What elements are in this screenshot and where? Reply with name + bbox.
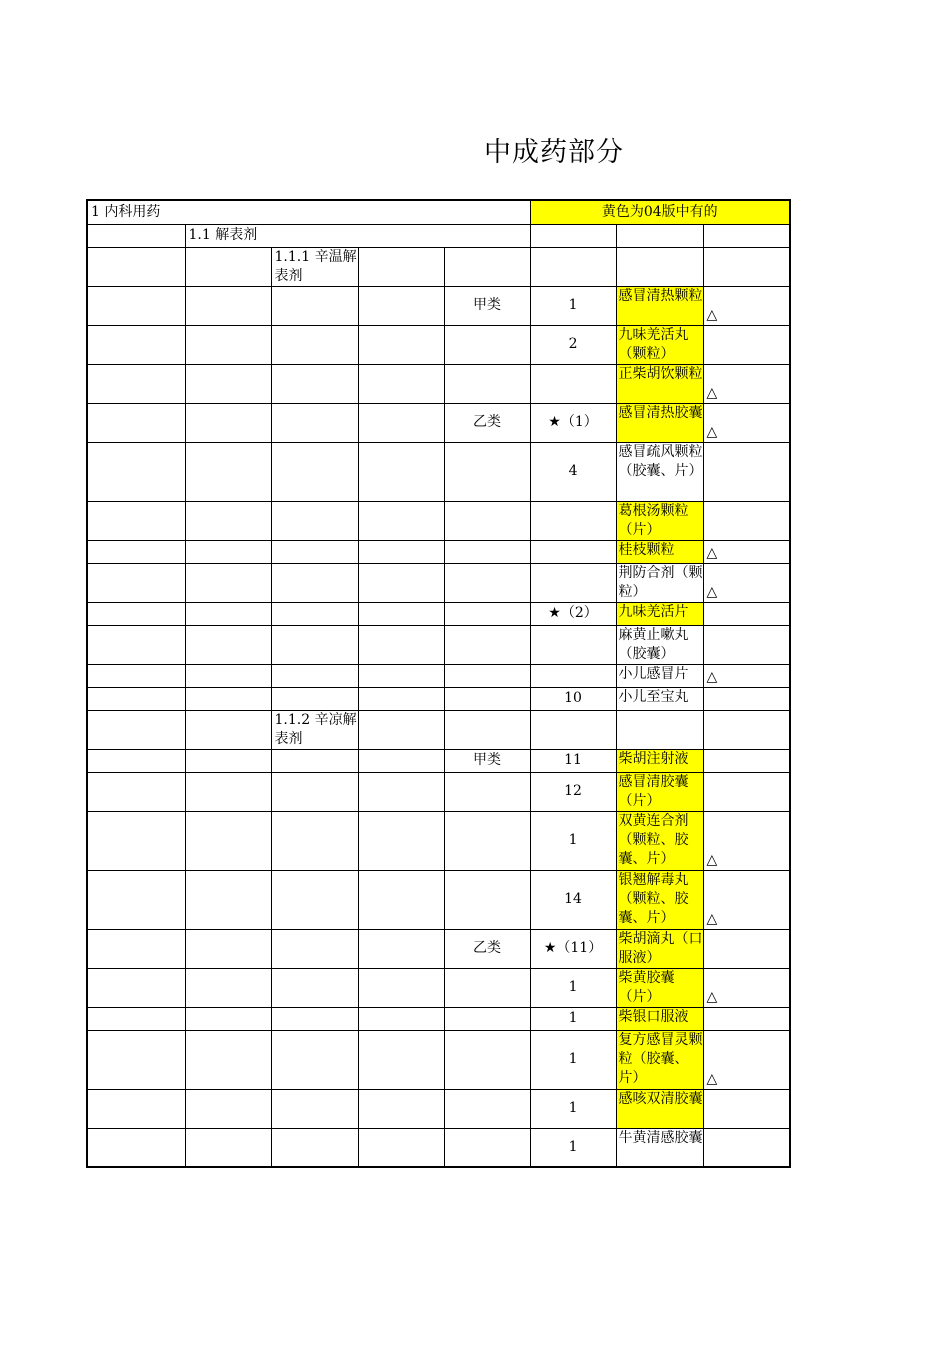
empty-cell bbox=[185, 602, 271, 625]
empty-cell bbox=[358, 1128, 444, 1167]
table-row bbox=[87, 602, 790, 625]
medicine-name: 麻黄止嗽丸（胶囊） bbox=[616, 625, 703, 664]
table-row bbox=[87, 540, 790, 563]
empty-cell bbox=[358, 563, 444, 602]
empty-cell bbox=[703, 749, 790, 772]
empty-cell bbox=[358, 364, 444, 403]
empty-cell bbox=[271, 811, 358, 870]
empty-cell bbox=[358, 664, 444, 687]
empty-cell bbox=[185, 1030, 271, 1089]
triangle-mark: △ bbox=[703, 870, 790, 929]
empty-cell bbox=[87, 403, 185, 442]
table-row bbox=[87, 811, 790, 870]
empty-cell bbox=[185, 442, 271, 501]
empty-cell bbox=[444, 1128, 530, 1167]
empty-cell bbox=[358, 1089, 444, 1128]
item-number: ★（1） bbox=[530, 403, 616, 442]
empty-cell bbox=[87, 325, 185, 364]
empty-cell bbox=[87, 968, 185, 1007]
empty-cell bbox=[703, 442, 790, 501]
empty-cell bbox=[530, 664, 616, 687]
empty-cell bbox=[87, 1030, 185, 1089]
empty-cell bbox=[185, 325, 271, 364]
item-number: 1 bbox=[530, 1007, 616, 1030]
section-label: 1 内科用药 bbox=[87, 200, 530, 224]
medicine-name: 柴黄胶囊（片） bbox=[616, 968, 703, 1007]
triangle-mark: △ bbox=[703, 563, 790, 602]
empty-cell bbox=[87, 540, 185, 563]
medicine-name: 感冒疏风颗粒（胶囊、片） bbox=[616, 442, 703, 501]
table-row bbox=[87, 403, 790, 442]
empty-cell bbox=[530, 625, 616, 664]
empty-cell bbox=[530, 540, 616, 563]
empty-cell bbox=[703, 247, 790, 286]
empty-cell bbox=[530, 247, 616, 286]
item-number: 1 bbox=[530, 1089, 616, 1128]
empty-cell bbox=[444, 811, 530, 870]
medicine-name: 柴胡注射液 bbox=[616, 749, 703, 772]
empty-cell bbox=[87, 929, 185, 968]
item-number: 2 bbox=[530, 325, 616, 364]
empty-cell bbox=[185, 749, 271, 772]
empty-cell bbox=[185, 247, 271, 286]
item-number: 1 bbox=[530, 1030, 616, 1089]
empty-cell bbox=[271, 1007, 358, 1030]
table-row bbox=[87, 1030, 790, 1089]
empty-cell bbox=[87, 710, 185, 749]
empty-cell bbox=[185, 540, 271, 563]
empty-cell bbox=[358, 602, 444, 625]
table-row bbox=[87, 929, 790, 968]
medicine-name: 荆防合剂（颗粒） bbox=[616, 563, 703, 602]
empty-cell bbox=[271, 602, 358, 625]
medicine-name: 柴胡滴丸（口服液） bbox=[616, 929, 703, 968]
subsection-label: 1.1 解表剂 bbox=[185, 224, 530, 247]
header-row-subsection bbox=[87, 224, 790, 247]
table-row bbox=[87, 1007, 790, 1030]
empty-cell bbox=[185, 364, 271, 403]
triangle-mark: △ bbox=[703, 403, 790, 442]
item-number: 1 bbox=[530, 286, 616, 325]
empty-cell bbox=[703, 772, 790, 811]
empty-cell bbox=[185, 772, 271, 811]
empty-cell bbox=[616, 247, 703, 286]
empty-cell bbox=[271, 772, 358, 811]
table-row bbox=[87, 772, 790, 811]
empty-cell bbox=[444, 870, 530, 929]
empty-cell bbox=[87, 870, 185, 929]
empty-cell bbox=[444, 540, 530, 563]
table-row bbox=[87, 710, 790, 749]
empty-cell bbox=[444, 1089, 530, 1128]
item-number: 12 bbox=[530, 772, 616, 811]
empty-cell bbox=[185, 625, 271, 664]
empty-cell bbox=[444, 364, 530, 403]
table-row bbox=[87, 501, 790, 540]
empty-cell bbox=[185, 968, 271, 1007]
empty-cell bbox=[703, 1007, 790, 1030]
empty-cell bbox=[271, 563, 358, 602]
empty-cell bbox=[358, 540, 444, 563]
subcategory-label: 1.1.1 辛温解表剂 bbox=[271, 247, 358, 286]
empty-cell bbox=[271, 664, 358, 687]
table-row bbox=[87, 563, 790, 602]
table-row bbox=[87, 364, 790, 403]
empty-cell bbox=[444, 968, 530, 1007]
table-row bbox=[87, 286, 790, 325]
empty-cell bbox=[358, 286, 444, 325]
medicine-name: 银翘解毒丸（颗粒、胶囊、片） bbox=[616, 870, 703, 929]
empty-cell bbox=[87, 442, 185, 501]
empty-cell bbox=[185, 501, 271, 540]
empty-cell bbox=[271, 968, 358, 1007]
subcategory-label: 1.1.2 辛凉解表剂 bbox=[271, 710, 358, 749]
medicine-name: 感冒清热胶囊 bbox=[616, 403, 703, 442]
empty-cell bbox=[185, 870, 271, 929]
empty-cell bbox=[703, 501, 790, 540]
empty-cell bbox=[87, 772, 185, 811]
empty-cell bbox=[185, 1128, 271, 1167]
empty-cell bbox=[185, 563, 271, 602]
empty-cell bbox=[271, 540, 358, 563]
empty-cell bbox=[530, 710, 616, 749]
empty-cell bbox=[444, 442, 530, 501]
triangle-mark: △ bbox=[703, 540, 790, 563]
drug-class-label: 乙类 bbox=[444, 403, 530, 442]
empty-cell bbox=[444, 687, 530, 710]
medicine-name: 复方感冒灵颗粒（胶囊、片） bbox=[616, 1030, 703, 1089]
medicine-name: 感冒清胶囊（片） bbox=[616, 772, 703, 811]
empty-cell bbox=[271, 625, 358, 664]
header-row-section bbox=[87, 200, 790, 224]
empty-cell bbox=[703, 1089, 790, 1128]
empty-cell bbox=[358, 870, 444, 929]
empty-cell bbox=[703, 325, 790, 364]
empty-cell bbox=[530, 501, 616, 540]
empty-cell bbox=[703, 602, 790, 625]
highlight-legend-banner: 黄色为04版中有的 bbox=[530, 200, 790, 224]
item-number: ★（2） bbox=[530, 602, 616, 625]
table-row bbox=[87, 749, 790, 772]
empty-cell bbox=[444, 501, 530, 540]
medicine-name: 小儿至宝丸 bbox=[616, 687, 703, 710]
triangle-mark: △ bbox=[703, 286, 790, 325]
empty-cell bbox=[358, 929, 444, 968]
empty-cell bbox=[444, 602, 530, 625]
empty-cell bbox=[703, 929, 790, 968]
table-row bbox=[87, 870, 790, 929]
table-row bbox=[87, 247, 790, 286]
empty-cell bbox=[358, 442, 444, 501]
empty-cell bbox=[530, 563, 616, 602]
empty-cell bbox=[358, 501, 444, 540]
empty-cell bbox=[358, 710, 444, 749]
empty-cell bbox=[358, 247, 444, 286]
empty-cell bbox=[87, 1089, 185, 1128]
empty-cell bbox=[271, 929, 358, 968]
empty-cell bbox=[87, 1007, 185, 1030]
medicine-name: 双黄连合剂（颗粒、胶囊、片） bbox=[616, 811, 703, 870]
empty-cell bbox=[358, 749, 444, 772]
empty-cell bbox=[87, 247, 185, 286]
empty-cell bbox=[444, 664, 530, 687]
empty-cell bbox=[444, 247, 530, 286]
medicine-name: 九味羌活丸（颗粒） bbox=[616, 325, 703, 364]
empty-cell bbox=[185, 286, 271, 325]
empty-cell bbox=[185, 687, 271, 710]
empty-cell bbox=[271, 286, 358, 325]
table-row bbox=[87, 664, 790, 687]
item-number: ★（11） bbox=[530, 929, 616, 968]
empty-cell bbox=[271, 442, 358, 501]
empty-cell bbox=[444, 710, 530, 749]
empty-cell bbox=[358, 968, 444, 1007]
empty-cell bbox=[87, 687, 185, 710]
empty-cell bbox=[271, 687, 358, 710]
empty-cell bbox=[703, 687, 790, 710]
triangle-mark: △ bbox=[703, 664, 790, 687]
drug-class-label: 甲类 bbox=[444, 749, 530, 772]
empty-cell bbox=[87, 664, 185, 687]
empty-cell bbox=[358, 811, 444, 870]
item-number: 1 bbox=[530, 1128, 616, 1167]
item-number: 11 bbox=[530, 749, 616, 772]
empty-cell bbox=[271, 364, 358, 403]
empty-cell bbox=[185, 664, 271, 687]
empty-cell bbox=[358, 772, 444, 811]
empty-cell bbox=[271, 325, 358, 364]
medicine-name: 小儿感冒片 bbox=[616, 664, 703, 687]
triangle-mark: △ bbox=[703, 1030, 790, 1089]
empty-cell bbox=[358, 1007, 444, 1030]
empty-cell bbox=[87, 563, 185, 602]
empty-cell bbox=[358, 1030, 444, 1089]
table-row bbox=[87, 325, 790, 364]
empty-cell bbox=[444, 1030, 530, 1089]
empty-cell bbox=[271, 501, 358, 540]
table-row bbox=[87, 968, 790, 1007]
empty-cell bbox=[185, 1089, 271, 1128]
medicine-name: 牛黄清感胶囊 bbox=[616, 1128, 703, 1167]
table-row bbox=[87, 687, 790, 710]
empty-cell bbox=[271, 749, 358, 772]
medicine-name: 葛根汤颗粒（片） bbox=[616, 501, 703, 540]
empty-cell bbox=[87, 286, 185, 325]
empty-cell bbox=[444, 772, 530, 811]
empty-cell bbox=[271, 1089, 358, 1128]
empty-cell bbox=[87, 501, 185, 540]
empty-cell bbox=[703, 625, 790, 664]
empty-cell bbox=[444, 1007, 530, 1030]
empty-cell bbox=[185, 811, 271, 870]
empty-cell bbox=[185, 1007, 271, 1030]
page-title: 中成药部分 bbox=[484, 137, 624, 168]
item-number: 1 bbox=[530, 968, 616, 1007]
medicine-name: 桂枝颗粒 bbox=[616, 540, 703, 563]
item-number: 1 bbox=[530, 811, 616, 870]
empty-cell bbox=[358, 403, 444, 442]
medicine-name: 感冒清热颗粒 bbox=[616, 286, 703, 325]
empty-cell bbox=[271, 1128, 358, 1167]
table-row bbox=[87, 1128, 790, 1167]
empty-cell bbox=[358, 687, 444, 710]
table-row bbox=[87, 1089, 790, 1128]
medicine-name: 正柴胡饮颗粒 bbox=[616, 364, 703, 403]
drug-class-label: 乙类 bbox=[444, 929, 530, 968]
empty-cell bbox=[271, 403, 358, 442]
table-row bbox=[87, 442, 790, 501]
empty-cell bbox=[530, 364, 616, 403]
empty-cell bbox=[87, 811, 185, 870]
empty-cell bbox=[185, 403, 271, 442]
empty-cell bbox=[185, 929, 271, 968]
empty-cell bbox=[444, 325, 530, 364]
empty-cell bbox=[87, 625, 185, 664]
item-number: 4 bbox=[530, 442, 616, 501]
empty-cell bbox=[703, 1128, 790, 1167]
medicine-table bbox=[86, 199, 791, 1168]
drug-class-label: 甲类 bbox=[444, 286, 530, 325]
item-number: 14 bbox=[530, 870, 616, 929]
empty-cell bbox=[616, 710, 703, 749]
medicine-name: 九味羌活片 bbox=[616, 602, 703, 625]
triangle-mark: △ bbox=[703, 811, 790, 870]
empty-cell bbox=[444, 625, 530, 664]
empty-cell bbox=[358, 625, 444, 664]
empty-cell bbox=[185, 710, 271, 749]
triangle-mark: △ bbox=[703, 968, 790, 1007]
item-number: 10 bbox=[530, 687, 616, 710]
empty-cell bbox=[87, 364, 185, 403]
empty-cell bbox=[271, 870, 358, 929]
triangle-mark: △ bbox=[703, 364, 790, 403]
medicine-name: 柴银口服液 bbox=[616, 1007, 703, 1030]
table-row bbox=[87, 625, 790, 664]
empty-cell bbox=[271, 1030, 358, 1089]
empty-cell bbox=[87, 749, 185, 772]
empty-cell bbox=[703, 710, 790, 749]
empty-cell bbox=[444, 563, 530, 602]
empty-cell bbox=[87, 602, 185, 625]
empty-cell bbox=[358, 325, 444, 364]
medicine-name: 感咳双清胶囊 bbox=[616, 1089, 703, 1128]
empty-cell bbox=[87, 1128, 185, 1167]
